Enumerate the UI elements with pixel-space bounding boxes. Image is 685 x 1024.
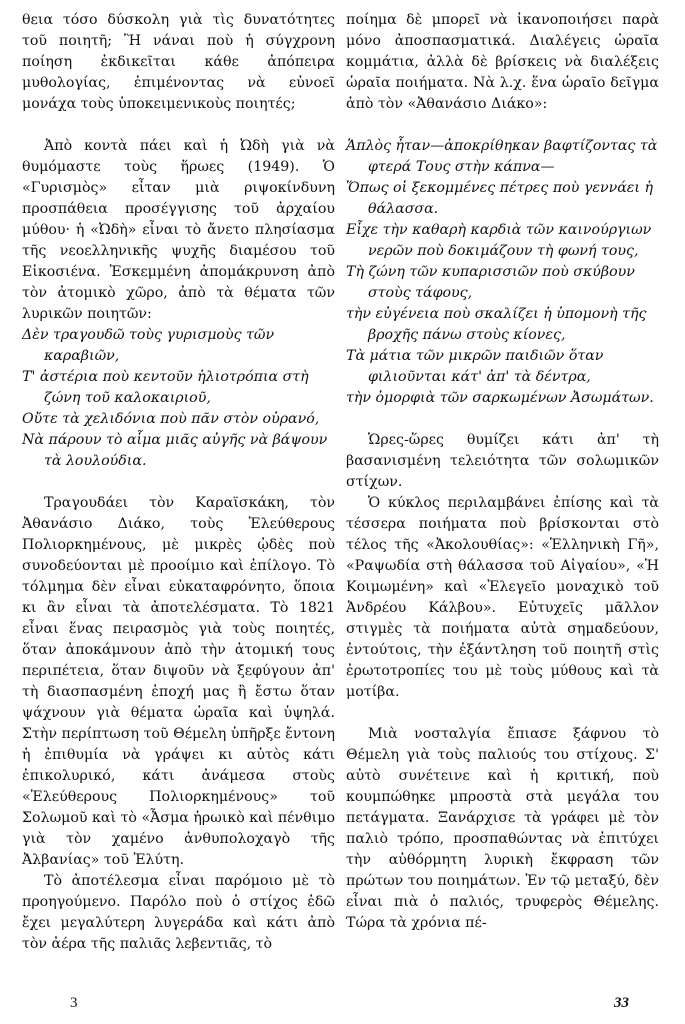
paragraph: Ὁ κύκλος περιλαμβάνει ἐπίσης καὶ τὰ τέσσερα ποιήματα ποὺ βρίσκονται στὸ τέλος τῆς «Ἀκολουθίας»: «Ἑλληνικὴ Γῆ», «Ραψωδία στὴ θάλασσα τοῦ Αἰγαίου», «Ἡ Κοιμωμένη» καὶ «Ἐλεγεῖο μοναχικὸ τοῦ Ἀνδρέου Κάλβου». Εὐτυχεῖς μᾶλλον στιγμὲς τὰ ποιήματα αὐτὰ σημαδεύουν, ἐντούτοις, τὴν ἐξάντληση τοῦ ποιητῆ στὶς ἐρωτοτροπίες του μὲ τοὺς μύθους καὶ τὰ μοτίβα. (346, 495, 659, 700)
paragraph: Μιὰ νοσταλγία ἔπιασε ξάφνου τὸ Θέμελη γιὰ τοὺς παλιούς του στίχους. Σ' αὐτὸ συνέτεινε καὶ ἡ κριτική, ποὺ κουμπώθηκε μπροστὰ στὰ μεγάλα του πετάγματα. Ξανάρχισε τὰ γράφει μὲ τὸν παλιὸ τρόπο, προσπαθώντας νὰ ἐπιτύχει τὴν αὐθόρμητη λυρικὴ ἔκφραση τῶν πρώτων του ποιημάτων. Ἐν τῷ μεταξύ, δὲν εἶναι πιὰ ὁ παλιός, τρυφερὸς Θέμελης. Τώρα τὰ χρόνια πέ- (346, 726, 659, 931)
paragraph: Τὸ ἀποτέλεσμα εἶναι παρόμοιο μὲ τὸ προηγούμενο. Παρόλο ποὺ ὁ στίχος ἐδῶ ἔχει μεγαλύτερη λυγεράδα καὶ κάτι ἀπὸ τὸν ἀέρα τῆς παλιᾶς λεβεντιᾶς, τὸ (22, 873, 335, 952)
verse-line: Νὰ πάρουν τὸ αἷμα μιᾶς αὐγῆς νὰ βάψουν τὰ λουλούδια. (22, 432, 328, 469)
paragraph-gap (346, 703, 659, 724)
verse-line: Τὴ ζώνη τῶν κυπαρισσιῶν ποὺ σκύβουν στοὺς τάφους, (346, 264, 635, 301)
paragraph-gap (22, 115, 335, 136)
verse-line: Οὔτε τὰ χελιδόνια ποὺ πᾶν στὸν οὐρανό, (22, 411, 320, 427)
verse-line: Τὰ μάτια τῶν μικρῶν παιδιῶν ὅταν φιλιοῦνται κάτ' ἀπ' τὰ δέντρα, (346, 348, 604, 385)
verse-line: τὴν ὀμορφιὰ τῶν σαρκωμένων Ἀσωμάτων. (346, 390, 654, 406)
left-page-number: 3 (70, 995, 78, 1011)
left-column (22, 10, 335, 955)
verse-line: τὴν εὐγένεια ποὺ σκαλίζει ἡ ὑπομονὴ τῆς βροχῆς πάνω στοὺς κίονες, (346, 306, 647, 343)
poem-quotation (22, 325, 335, 472)
right-page-number: 33 (614, 995, 629, 1011)
paragraph: ποίημα δὲ μπορεῖ νὰ ἱκανοποιήσει παρὰ μόνο ἀποσπασματικά. Διαλέγεις ὡραῖα κομμάτια, ἀλλὰ δὲ βρίσκεις νὰ διαλέξεις ὡραῖα ποιήματα. Νὰ λ.χ. ἕνα ὡραῖο δεῖγμα ἀπὸ τὸν «Ἀθανάσιο Διάκο»: (346, 12, 659, 112)
paragraph-gap (22, 472, 335, 493)
poem-quotation (346, 136, 659, 409)
paragraph: θεια τόσο δύσκολη γιὰ τὶς δυνατότητες τοῦ ποιητῆ; Ἢ νάναι ποὺ ἡ σύγχρονη ποίηση ἐκδικεῖται κάθε ἀπόπειρα μυθολογίας, ἐπιμένοντας νὰ εὐνοεῖ μονάχα τοὺς ὑποκειμενικοὺς ποιητές; (22, 12, 335, 112)
verse-line: Δὲν τραγουδῶ τοὺς γυρισμοὺς τῶν καραβιῶν, (22, 327, 275, 364)
paragraph-gap (346, 409, 659, 430)
right-column (346, 10, 659, 934)
paragraph: Ἀπὸ κοντὰ πάει καὶ ἡ Ὠδὴ γιὰ νὰ θυμόμαστε τοὺς ἥρωες (1949). Ὁ «Γυρισμὸς» εἶταν μιὰ ριψοκίνδυνη προσπάθεια προσέγγισης τοῦ ἀρχαίου μύθου· ἡ «Ὠδὴ» εἶναι τὸ ἄνετο πλησίασμα τῆς νεοελληνικῆς ψυχῆς διαμέσου τοῦ Εἰκοσιένα. Ἐσκεμμένη ἀπομάκρυνση ἀπὸ τὸν ἀτομικὸ χῶρο, ἀπὸ τὰ θέματα τῶν λυρικῶν ποιητῶν: (22, 138, 335, 322)
verse-line: Τ' ἀστέρια ποὺ κεντοῦν ἡλιοτρόπια στὴ ζώνη τοῦ καλοκαιριοῦ, (22, 369, 309, 406)
verse-line: Εἶχε τὴν καθαρὴ καρδιὰ τῶν καινούργιων νερῶν ποὺ δοκιμάζουν τὴ φωνή τους, (346, 222, 652, 259)
verse-line: Ἁπλὸς ἦταν—ἀποκρίθηκαν βαφτίζοντας τὰ φτερά Τους στὴν κάπνα— (346, 138, 658, 175)
paragraph: Ὡρες-ὥρες θυμίζει κάτι ἀπ' τὴ βασανισμένη τελειότητα τῶν σολωμικῶν στίχων. (346, 432, 659, 490)
paragraph-gap (346, 115, 659, 136)
verse-line: Ὅπως οἱ ξεκομμένες πέτρες ποὺ γεννάει ἡ θάλασσα. (346, 180, 653, 217)
paragraph: Τραγουδάει τὸν Καραϊσκάκη, τὸν Ἀθανάσιο Διάκο, τοὺς Ἐλεύθερους Πολιορκημένους, μὲ μικρὲς ᾠδὲς ποὺ συνοδεύονται μὲ προοίμιο καὶ ἐπίλογο. Τὸ τόλμημα δὲν εἶναι εὐκαταφρόνητο, ὅποια κι ἂν εἶναι τὰ ἀποτελέσματα. Τὸ 1821 εἶναι ἕνας πειρασμὸς γιὰ τοὺς ποιητές, ὅταν ἀποκάμνουν ἀπὸ τὴν ἀτομική τους περιπέτεια, ὅταν διψοῦν νὰ ξεφύγουν ἀπ' τὴ διασπασμένη ἐποχή μας ἢ ἔστω ὅταν ψάχνουν γιὰ θέματα ὡραῖα καὶ ὑψηλά. Στὴν περίπτωση τοῦ Θέμελη ὑπῆρξε ἔντονη ἡ ἐπιθυμία νὰ γράψει κι αὐτὸς κάτι ἐπικολυρικό, κάτι ἀνάμεσα στοὺς «Ἐλεύθερους Πολιορκημένους» τοῦ Σολωμοῦ καὶ τὸ «Ἆσμα ἡρωικὸ καὶ πένθιμο γιὰ τὸν χαμένο ἀνθυπολοχαγὸ τῆς Ἀλβανίας» τοῦ Ἐλύτη. (22, 495, 335, 868)
